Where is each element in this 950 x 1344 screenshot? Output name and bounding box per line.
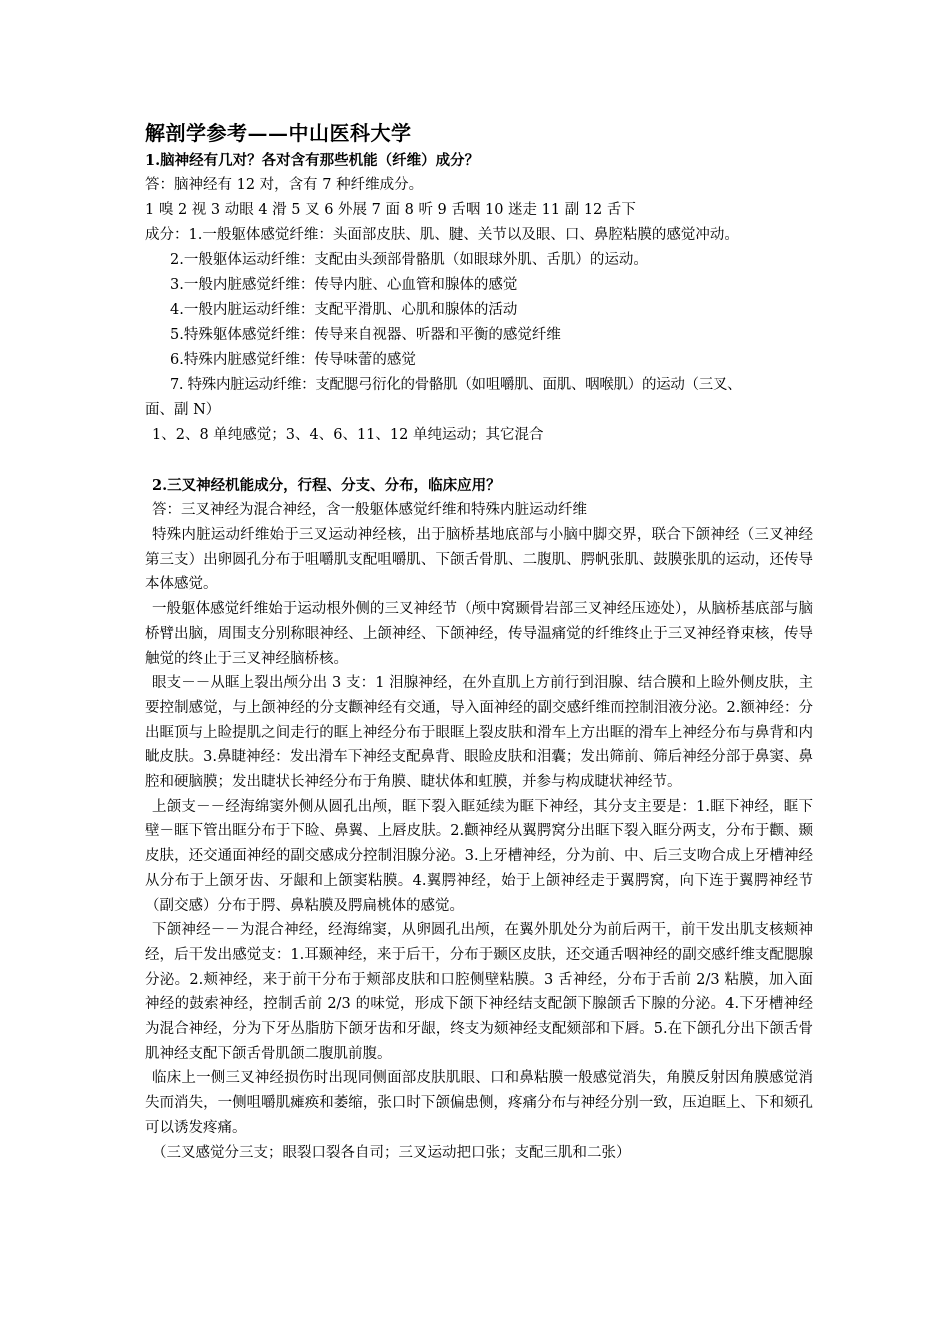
section-2-paragraph: 临床上一侧三叉神经损伤时出现同侧面部皮肤肌眼、口和鼻粘膜一般感觉消失，角膜反射因角膜感觉消失而消失，一侧咀嚼肌瘫痪和萎缩，张口时下颌偏患侧，疼痛分布与神经分别一致，压迫眶上、下和颏孔可以诱发疼痛。 <box>145 1070 813 1136</box>
section-2-paragraph: 上颌支－－经海绵窦外侧从圆孔出颅，眶下裂入眶延续为眶下神经，其分支主要是：1.眶下神经，眶下壁－眶下管出眶分布于下睑、鼻翼、上唇皮肤。2.颧神经从翼腭窝分出眶下裂入眶分两支，分布于颧、颞皮肤，还交通面神经的副交感成分控制泪腺分泌。3.上牙槽神经，分为前、中、后三支吻合成上牙槽神经从分布于上颌牙齿、牙龈和上颌窦粘膜。4.翼腭神经，始于上颌神经走于翼腭窝，向下连于翼腭神经节（副交感）分布于腭、鼻粘膜及腭扁桃体的感觉。 <box>145 798 813 914</box>
section-1-answer: 答：脑神经有 12 对，含有 7 种纤维成分。 <box>145 177 424 193</box>
section-2-paragraph: 下颌神经－－为混合神经，经海绵窦，从卵圆孔出颅，在翼外肌处分为前后两干，前干发出肌支核颊神经，后干发出感觉支：1.耳颞神经，来于后干，分布于颞区皮肤，还交通舌咽神经的副交感纤维支配腮腺分泌。2.颊神经，来于前干分布于颊部皮肤和口腔侧壁粘膜。3 舌神经，分布于舌前 2/3 粘膜，加入面神经的鼓索神经，控制舌前 2/3 的味觉，形成下颌下神经结支配颌下腺颌舌下腺的分泌。4.下牙槽神经为混合神经，分为下牙丛脂肪下颌牙齿和牙龈，终支为颏神经支配颏部和下唇。5.在下颌孔分出下颌舌骨肌神经支配下颌舌骨肌颌二腹肌前腹。 <box>145 922 813 1062</box>
component-line: 3.一般内脏感觉纤维：传导内脏、心血管和腺体的感觉 <box>170 277 518 293</box>
component-line: 7. 特殊内脏运动纤维：支配腮弓衍化的骨骼肌（如咀嚼肌、面肌、咽喉肌）的运动（三叉、 <box>170 377 742 393</box>
component-line: 成分：1.一般躯体感觉纤维：头面部皮肤、肌、腱、关节以及眼、口、鼻腔粘膜的感觉冲动。 <box>145 227 739 243</box>
section-2-paragraph: 特殊内脏运动纤维始于三叉运动神经核，出于脑桥基地底部与小脑中脚交界，联合下颌神经（三叉神经第三支）出卵圆孔分布于咀嚼肌支配咀嚼肌、下颌舌骨肌、二腹肌、腭帆张肌、鼓膜张肌的运动，还传导本体感觉。 <box>145 527 813 593</box>
spacer <box>145 448 813 473</box>
component-line: 面、副 N） <box>145 402 221 418</box>
section-2-paragraph: 眼支－－从眶上裂出颅分出 3 支：1 泪腺神经，在外直肌上方前行到泪腺、结合膜和上睑外侧皮肤，主要控制感觉，与上颌神经的分支颧神经有交通，导入面神经的副交感纤维而控制泪液分泌。2.额神经：分出眶顶与上睑提肌之间走行的眶上神经分布于眼眶上裂皮肤和滑车上方出眶的滑车上神经分布与鼻背和内眦皮肤。3.鼻睫神经：发出滑车下神经支配鼻背、眼睑皮肤和泪囊；发出筛前、筛后神经分部于鼻窦、鼻腔和硬脑膜；发出睫状长神经分布于角膜、睫状体和虹膜，并参与构成睫状神经节。 <box>145 675 813 791</box>
section-1-heading: 1.脑神经有几对？各对含有那些机能（纤维）成分？ <box>145 152 480 169</box>
section-2-answer: 答：三叉神经为混合神经，含一般躯体感觉纤维和特殊内脏运动纤维 <box>152 502 587 518</box>
component-line: 2.一般躯体运动纤维：支配由头颈部骨骼肌（如眼球外肌、舌肌）的运动。 <box>170 252 648 268</box>
section-2-heading: 2.三叉神经机能成分，行程、分支、分布，临床应用？ <box>152 477 501 494</box>
component-line: 4.一般内脏运动纤维：支配平滑肌、心肌和腺体的活动 <box>170 302 518 318</box>
document-page <box>145 118 813 1165</box>
section-1-mnemonic: 1 嗅 2 视 3 动眼 4 滑 5 叉 6 外展 7 面 8 听 9 舌咽 10 迷走 11 副 12 舌下 <box>145 202 636 218</box>
section-2-mnemonic: （三叉感觉分三支；眼裂口裂各自司；三叉运动把口张；支配三肌和二张） <box>152 1144 631 1161</box>
document-title: 解剖学参考——中山医科大学 <box>145 121 412 145</box>
component-line: 5.特殊躯体感觉纤维：传导来自视器、听器和平衡的感觉纤维 <box>170 327 561 343</box>
section-1-summary: 1、2、8 单纯感觉；3、4、6、11、12 单纯运动；其它混合 <box>152 427 544 443</box>
component-line: 6.特殊内脏感觉纤维：传导味蕾的感觉 <box>170 352 416 368</box>
section-2-paragraph: 一般躯体感觉纤维始于运动根外侧的三叉神经节（颅中窝颞骨岩部三叉神经压迹处），从脑桥基底部与脑桥臂出脑，周围支分别称眼神经、上颌神经、下颌神经，传导温痛觉的纤维终止于三叉神经脊束核，传导触觉的终止于三叉神经脑桥核。 <box>145 601 813 667</box>
